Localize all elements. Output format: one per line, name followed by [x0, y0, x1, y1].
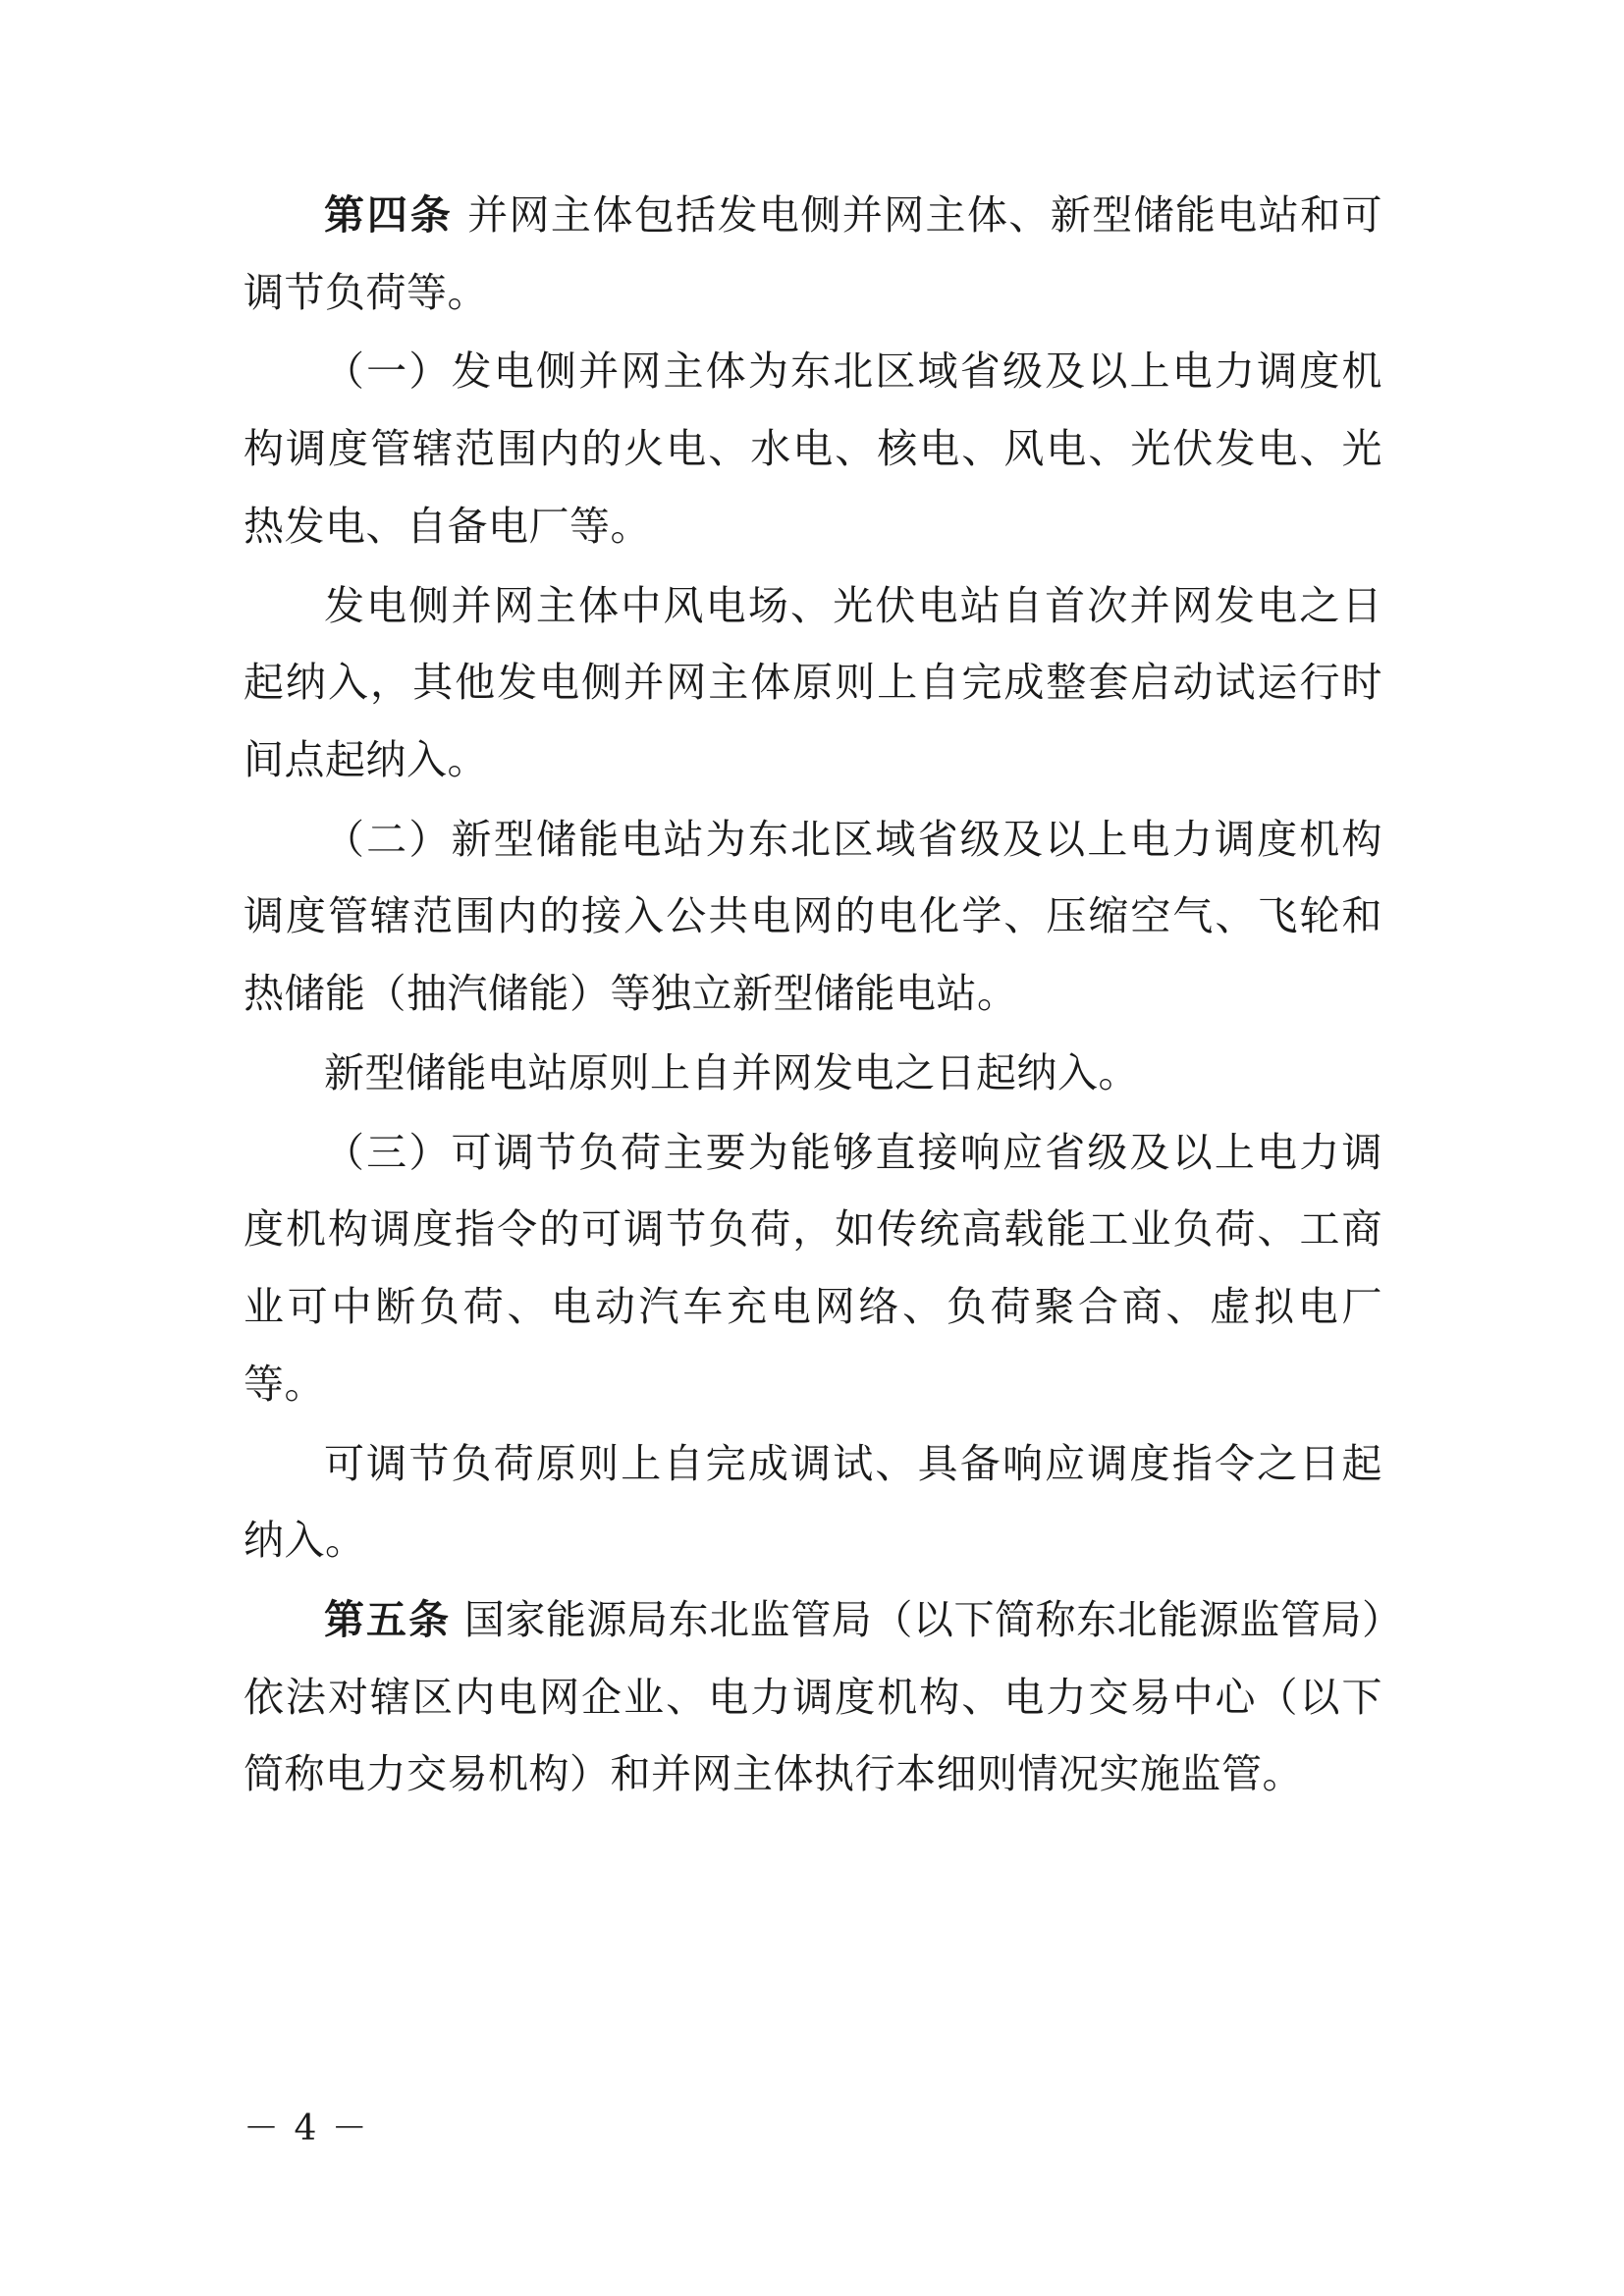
- paragraph-article-4: [244, 177, 1382, 331]
- article-label-5: 第五条: [324, 1595, 452, 1643]
- paragraph-item-3-note: [244, 1425, 1382, 1579]
- paragraph-text: 发电侧并网主体中风电场、光伏电站自首次并网发电之日起纳入，其他发电侧并网主体原则上自完成整套启动试运行时间点起纳入。: [244, 581, 1382, 784]
- paragraph-text: 并网主体包括发电侧并网主体、新型储能电站和可调节负荷等。: [244, 191, 1383, 316]
- paragraph-text: （三）可调节负荷主要为能够直接响应省级及以上电力调度机构调度指令的可调节负荷，如传统高载能工业负荷、工商业可中断负荷、电动汽车充电网络、负荷聚合商、虚拟电厂等。: [244, 1128, 1382, 1408]
- paragraph-article-5: [244, 1581, 1382, 1813]
- paragraph-item-1-note: [244, 567, 1382, 799]
- paragraph-text: （二）新型储能电站为东北区域省级及以上电力调度机构调度管辖范围内的接入公共电网的电化学、压缩空气、飞轮和热储能（抽汽储能）等独立新型储能电站。: [244, 815, 1382, 1018]
- paragraph-item-2: [244, 801, 1382, 1033]
- paragraph-text: 新型储能电站原则上自并网发电之日起纳入。: [324, 1048, 1139, 1096]
- paragraph-item-1: [244, 333, 1382, 564]
- paragraph-text: 国家能源局东北监管局（以下简称东北能源监管局）依法对辖区内电网企业、电力调度机构、电力交易中心（以下简称电力交易机构）和并网主体执行本细则情况实施监管。: [244, 1595, 1383, 1798]
- article-label-4: 第四条: [324, 191, 454, 239]
- paragraph-item-2-note: [244, 1035, 1382, 1112]
- paragraph-text: 可调节负荷原则上自完成调试、具备响应调度指令之日起纳入。: [244, 1439, 1382, 1565]
- paragraph-text: （一）发电侧并网主体为东北区域省级及以上电力调度机构调度管辖范围内的火电、水电、核电、风电、光伏发电、光热发电、自备电厂等。: [244, 347, 1382, 550]
- page-number: － 4 －: [244, 2109, 369, 2149]
- document-body: [244, 177, 1382, 1815]
- paragraph-item-3: [244, 1114, 1382, 1423]
